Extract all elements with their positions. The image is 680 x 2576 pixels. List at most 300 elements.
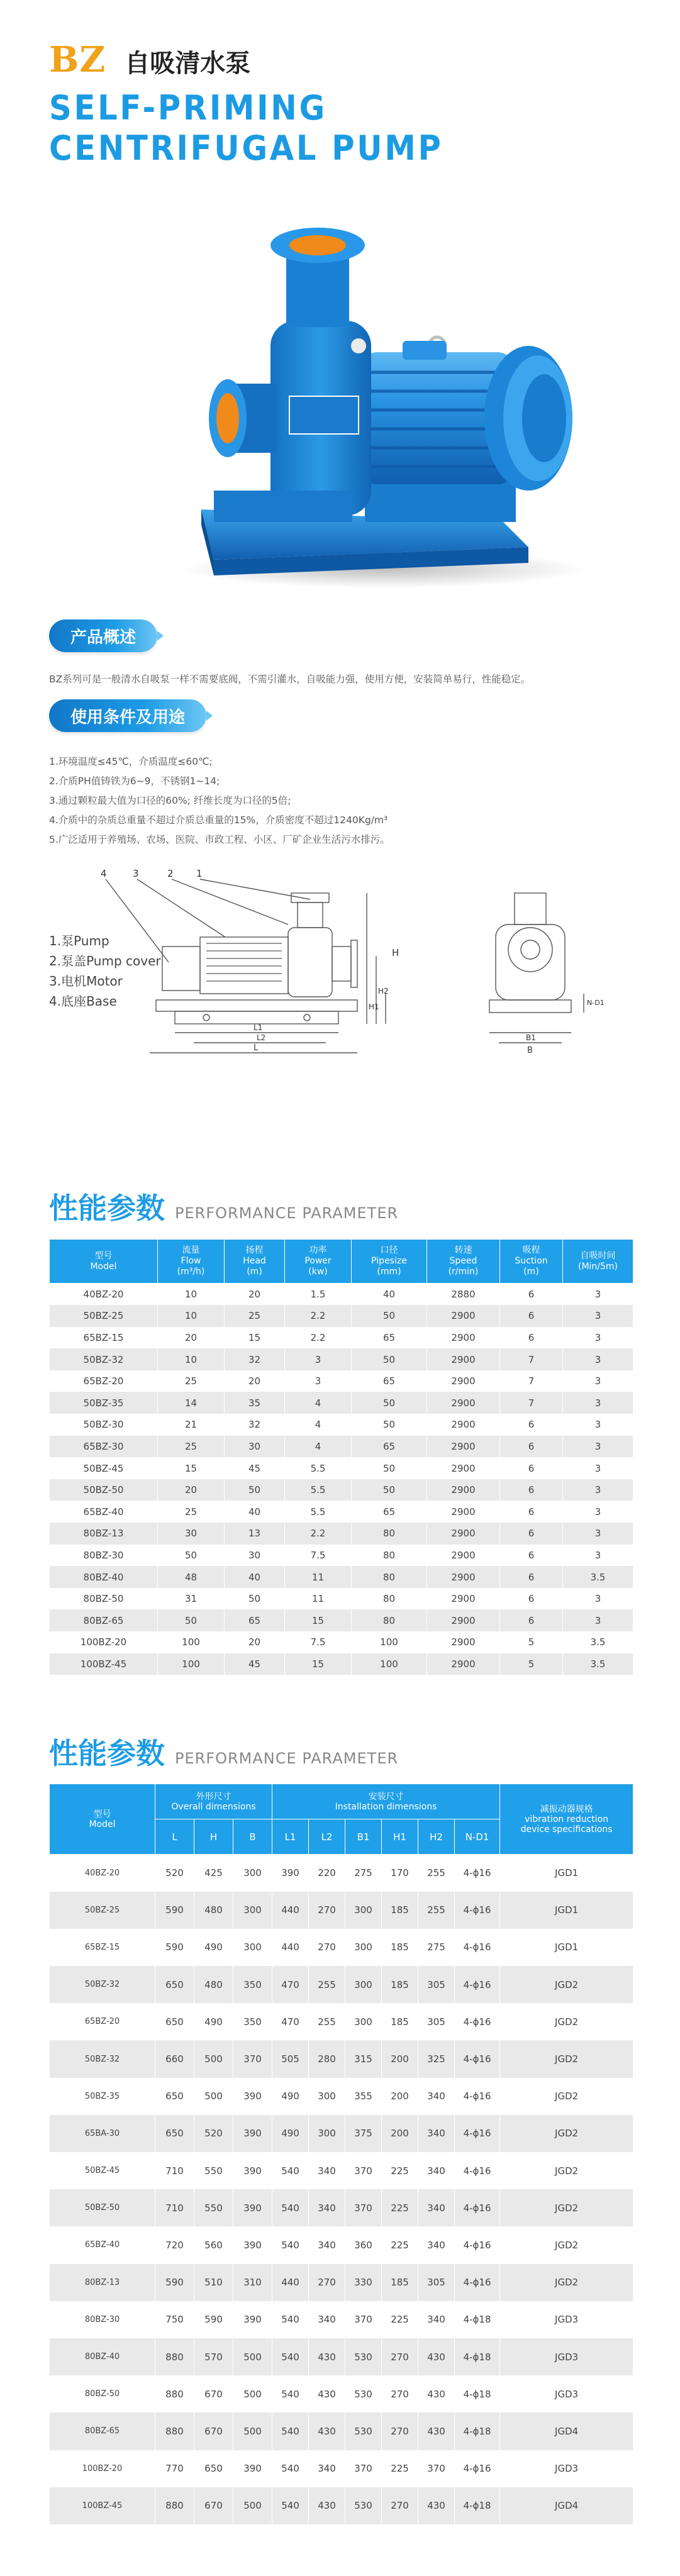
- table-cell: 2900: [427, 1457, 500, 1479]
- table-cell: 340: [309, 2301, 345, 2338]
- table-cell: 48: [158, 1566, 225, 1588]
- table-row: [50, 1566, 633, 1588]
- table-cell: 3: [563, 1370, 633, 1392]
- dim-label: N-D1: [587, 999, 605, 1007]
- table-cell: JGD2: [500, 2152, 633, 2189]
- table-cell: 45: [225, 1457, 285, 1479]
- dim-label: H: [392, 947, 399, 958]
- table-cell: 500: [233, 2375, 272, 2412]
- table-cell: 350: [233, 2003, 272, 2040]
- table-cell: 6: [500, 1609, 563, 1631]
- table-cell: 650: [194, 2450, 233, 2487]
- table-cell: 5: [500, 1653, 563, 1675]
- table-cell: 510: [194, 2264, 233, 2301]
- series-line: [49, 39, 615, 80]
- table-cell: 30: [225, 1545, 285, 1567]
- table-cell: 4-ϕ16: [455, 2152, 500, 2189]
- table-cell: 80BZ-65: [50, 2412, 155, 2450]
- table-cell: 2900: [427, 1566, 500, 1588]
- table-cell: 490: [272, 2078, 309, 2115]
- callout-label: 1: [196, 868, 203, 879]
- table-row: [50, 1436, 633, 1458]
- table-header-cell: 转速 Speed (r/min): [427, 1240, 500, 1284]
- table-cell: 4-ϕ16: [455, 2078, 500, 2115]
- table-cell: 20: [225, 1370, 285, 1392]
- table-cell: 50BZ-32: [50, 1348, 158, 1370]
- table-cell: 770: [155, 2450, 194, 2487]
- table-cell: 3: [563, 1436, 633, 1458]
- table-cell: 13: [225, 1523, 285, 1545]
- table-cell: 65BZ-30: [50, 1436, 158, 1458]
- table-cell: 390: [233, 2115, 272, 2152]
- table-row: [50, 1523, 633, 1545]
- table-cell: 32: [225, 1414, 285, 1436]
- table-cell: 6: [500, 1327, 563, 1349]
- conditions-pill: [49, 699, 206, 732]
- dim-label: H1: [369, 1002, 379, 1011]
- table-cell: 50: [352, 1348, 427, 1370]
- table-header-cell: N-D1: [455, 1819, 500, 1855]
- table-row: [50, 1966, 633, 2003]
- table-cell: JGD3: [500, 2301, 633, 2338]
- table-cell: 50BZ-35: [50, 1392, 158, 1414]
- table-cell: JGD4: [500, 2487, 633, 2524]
- table-cell: 650: [155, 1966, 194, 2003]
- table-cell: 4-ϕ18: [455, 2338, 500, 2375]
- table-row: [50, 1305, 633, 1327]
- table-cell: 270: [309, 2264, 345, 2301]
- table-cell: 225: [382, 2189, 418, 2226]
- table-cell: 255: [418, 1892, 455, 1929]
- table-row: [50, 1588, 633, 1610]
- table-cell: 490: [194, 2003, 233, 2040]
- dim-label: L: [254, 1043, 259, 1053]
- table-cell: 370: [345, 2450, 382, 2487]
- perf-title-en: PERFORMANCE PARAMETER: [175, 1750, 399, 1767]
- table-cell: JGD2: [500, 2115, 633, 2152]
- overview-pill: [49, 619, 157, 652]
- table-cell: 200: [382, 2040, 418, 2077]
- table-cell: JGD3: [500, 2375, 633, 2412]
- dim-label: H2: [378, 987, 389, 996]
- table-cell: JGD2: [500, 2003, 633, 2040]
- legend-item: 2.泵盖Pump cover: [49, 953, 161, 969]
- table-cell: 340: [309, 2189, 345, 2226]
- table-cell: 270: [382, 2487, 418, 2524]
- table-cell: 6: [500, 1523, 563, 1545]
- table-cell: 880: [155, 2412, 194, 2450]
- table-cell: 200: [382, 2115, 418, 2152]
- table-cell: 2900: [427, 1501, 500, 1523]
- table-cell: 480: [194, 1892, 233, 1929]
- table-row: [50, 2487, 633, 2524]
- table-cell: 45: [225, 1653, 285, 1675]
- table-cell: 340: [418, 2078, 455, 2115]
- table-cell: 80BZ-13: [50, 1523, 158, 1545]
- table-cell: 4-ϕ16: [455, 2264, 500, 2301]
- table-cell: 340: [418, 2189, 455, 2226]
- table-cell: 540: [272, 2450, 309, 2487]
- table-cell: 3: [563, 1305, 633, 1327]
- table-cell: 530: [345, 2412, 382, 2450]
- table-header-cell: 型号 Model: [50, 1240, 158, 1284]
- table-cell: 25: [158, 1501, 225, 1523]
- callout-label: 3: [133, 868, 139, 879]
- table-cell: 500: [233, 2487, 272, 2524]
- table-cell: 270: [382, 2412, 418, 2450]
- table-cell: 500: [233, 2338, 272, 2375]
- table-cell: 65: [352, 1370, 427, 1392]
- table-header-cell: 吸程 Suction (m): [500, 1240, 563, 1284]
- table-cell: 80BZ-50: [50, 2375, 155, 2412]
- table-cell: 7: [500, 1348, 563, 1370]
- table-cell: 4-ϕ16: [455, 2450, 500, 2487]
- table-cell: 40BZ-20: [50, 1855, 155, 1892]
- table-cell: 4-ϕ16: [455, 2189, 500, 2226]
- table-cell: 540: [272, 2152, 309, 2189]
- table-cell: 300: [345, 2003, 382, 2040]
- table-cell: 490: [272, 2115, 309, 2152]
- table-cell: 65BZ-20: [50, 2003, 155, 2040]
- table-cell: 20: [225, 1631, 285, 1653]
- table-cell: JGD2: [500, 2078, 633, 2115]
- table-row: [50, 1348, 633, 1370]
- table-cell: 40: [352, 1284, 427, 1306]
- table-cell: 370: [345, 2301, 382, 2338]
- table-cell: 20: [158, 1479, 225, 1501]
- table-cell: 2900: [427, 1414, 500, 1436]
- table-cell: 550: [194, 2189, 233, 2226]
- table-header-cell: 安装尺寸 Installation dimensions: [272, 1784, 500, 1819]
- table-cell: 6: [500, 1588, 563, 1610]
- table-cell: 670: [194, 2412, 233, 2450]
- table-header-cell: 功率 Power (kw): [285, 1240, 352, 1284]
- table-cell: 300: [345, 1892, 382, 1929]
- table-cell: 270: [382, 2338, 418, 2375]
- table-header-cell: L2: [309, 1819, 345, 1855]
- table-cell: JGD2: [500, 2189, 633, 2226]
- table-cell: 4-ϕ16: [455, 1929, 500, 1966]
- perf-title-1: [49, 1185, 398, 1227]
- table-row: [50, 1929, 633, 1966]
- condition-item: 3.通过颗粒最大值为口径的60%; 纤维长度为口径的5倍;: [49, 795, 291, 806]
- table-cell: 11: [285, 1588, 352, 1610]
- table-cell: 520: [194, 2115, 233, 2152]
- table-cell: 6: [500, 1436, 563, 1458]
- table-cell: 340: [309, 2152, 345, 2189]
- table-row: [50, 2003, 633, 2040]
- table-cell: 225: [382, 2301, 418, 2338]
- condition-item: 1.环境温度≤45℃，介质温度≤60℃;: [49, 756, 213, 767]
- series-code: BZ: [49, 39, 106, 80]
- table-cell: 10: [158, 1348, 225, 1370]
- table-cell: 31: [158, 1588, 225, 1610]
- table-header-cell: H1: [382, 1819, 418, 1855]
- table-cell: 30: [158, 1523, 225, 1545]
- title-en-line1: SELF-PRIMING: [49, 88, 327, 128]
- table-cell: 100: [352, 1631, 427, 1653]
- table-cell: 25: [225, 1305, 285, 1327]
- table-row: [50, 1457, 633, 1479]
- table-cell: 20: [158, 1327, 225, 1349]
- table-cell: 65BZ-40: [50, 2226, 155, 2263]
- table-cell: 80BZ-40: [50, 1566, 158, 1588]
- table-header-cell: 流量 Flow (m³/h): [158, 1240, 225, 1284]
- table-cell: 670: [194, 2375, 233, 2412]
- table-cell: 2.2: [285, 1305, 352, 1327]
- table-cell: 6: [500, 1457, 563, 1479]
- table-cell: 540: [272, 2412, 309, 2450]
- table-cell: 185: [382, 2264, 418, 2301]
- table-cell: 15: [285, 1653, 352, 1675]
- table-cell: 65: [352, 1501, 427, 1523]
- table-cell: 4-ϕ18: [455, 2412, 500, 2450]
- table-cell: 500: [194, 2078, 233, 2115]
- table-cell: 3.5: [563, 1631, 633, 1653]
- table-cell: 340: [418, 2301, 455, 2338]
- table-cell: 540: [272, 2226, 309, 2263]
- table-cell: 710: [155, 2189, 194, 2226]
- table-cell: 2900: [427, 1370, 500, 1392]
- table-cell: 520: [155, 1855, 194, 1892]
- table-row: [50, 2338, 633, 2375]
- table-header-cell: L1: [272, 1819, 309, 1855]
- table-cell: 305: [418, 2003, 455, 2040]
- table-cell: 35: [225, 1392, 285, 1414]
- table-cell: 390: [233, 2152, 272, 2189]
- perf-title-cn: 性能参数: [49, 1191, 165, 1225]
- dim-label: L2: [257, 1033, 266, 1042]
- table-cell: 590: [155, 2264, 194, 2301]
- table-cell: 310: [233, 2264, 272, 2301]
- table-cell: 500: [194, 2040, 233, 2077]
- pump-drawing: [49, 868, 653, 1063]
- table-cell: 2900: [427, 1653, 500, 1675]
- table-cell: 11: [285, 1566, 352, 1588]
- table-cell: 80: [352, 1566, 427, 1588]
- table-cell: 350: [233, 1966, 272, 2003]
- table-cell: 305: [418, 2264, 455, 2301]
- table-cell: 590: [155, 1929, 194, 1966]
- table-cell: 300: [233, 1892, 272, 1929]
- table-cell: 470: [272, 1966, 309, 2003]
- table-cell: 650: [155, 2078, 194, 2115]
- table-cell: 50: [158, 1609, 225, 1631]
- table-cell: 340: [309, 2226, 345, 2263]
- table-cell: 170: [382, 1855, 418, 1892]
- table-header-row: [50, 1240, 633, 1284]
- table-cell: 670: [194, 2487, 233, 2524]
- table-cell: 50BZ-50: [50, 2189, 155, 2226]
- table-cell: 2900: [427, 1588, 500, 1610]
- table-cell: 375: [345, 2115, 382, 2152]
- table-cell: JGD3: [500, 2338, 633, 2375]
- table-cell: 4-ϕ16: [455, 2226, 500, 2263]
- table-cell: 340: [309, 2450, 345, 2487]
- table-cell: 430: [418, 2338, 455, 2375]
- table-cell: 200: [382, 2078, 418, 2115]
- table-cell: 50: [225, 1479, 285, 1501]
- table-cell: 270: [309, 1892, 345, 1929]
- table-cell: 50BZ-45: [50, 2152, 155, 2189]
- table-cell: 21: [158, 1414, 225, 1436]
- table-cell: 65: [352, 1436, 427, 1458]
- table-cell: 3: [563, 1523, 633, 1545]
- table-cell: 3.5: [563, 1566, 633, 1588]
- table-cell: 275: [345, 1855, 382, 1892]
- table-cell: 530: [345, 2375, 382, 2412]
- table-cell: 390: [272, 1855, 309, 1892]
- table-row: [50, 1653, 633, 1675]
- table-cell: 100: [352, 1653, 427, 1675]
- table-cell: 3: [563, 1479, 633, 1501]
- table-cell: 720: [155, 2226, 194, 2263]
- condition-item: 2.介质PH值铸铁为6~9，不锈钢1~14;: [49, 775, 220, 787]
- table-cell: 6: [500, 1501, 563, 1523]
- table-cell: 3: [285, 1348, 352, 1370]
- table-row: [50, 1609, 633, 1631]
- table-cell: JGD3: [500, 2450, 633, 2487]
- table-cell: 540: [272, 2487, 309, 2524]
- table-cell: 80BZ-30: [50, 2301, 155, 2338]
- table-cell: 300: [309, 2115, 345, 2152]
- performance-table: [49, 1239, 633, 1675]
- table-cell: 50: [352, 1392, 427, 1414]
- table-cell: 6: [500, 1566, 563, 1588]
- table-cell: 1.5: [285, 1284, 352, 1306]
- table-cell: 370: [418, 2450, 455, 2487]
- table-cell: 100BZ-45: [50, 1653, 158, 1675]
- table-row: [50, 1414, 633, 1436]
- table-cell: 4-ϕ18: [455, 2487, 500, 2524]
- table-cell: 50BZ-30: [50, 1414, 158, 1436]
- table-cell: 2900: [427, 1631, 500, 1653]
- table-cell: 5: [500, 1631, 563, 1653]
- table-row: [50, 1501, 633, 1523]
- table-row: [50, 1631, 633, 1653]
- table-cell: 6: [500, 1479, 563, 1501]
- table-cell: 40: [225, 1501, 285, 1523]
- table-row: [50, 1855, 633, 1892]
- table-cell: 425: [194, 1855, 233, 1892]
- table-cell: 430: [309, 2487, 345, 2524]
- table-cell: 370: [233, 2040, 272, 2077]
- legend-item: 4.底座Base: [49, 994, 117, 1009]
- table-cell: 185: [382, 1892, 418, 1929]
- table-cell: 530: [345, 2487, 382, 2524]
- table-cell: 710: [155, 2152, 194, 2189]
- table-cell: 80: [352, 1545, 427, 1567]
- table-cell: 65BZ-15: [50, 1929, 155, 1966]
- table-cell: 440: [272, 2264, 309, 2301]
- table-cell: 80: [352, 1609, 427, 1631]
- header: [49, 39, 615, 169]
- dim-label: B: [527, 1046, 533, 1055]
- table-cell: 225: [382, 2152, 418, 2189]
- table-cell: 2900: [427, 1545, 500, 1567]
- table-cell: 225: [382, 2226, 418, 2263]
- table-row: [50, 2412, 633, 2450]
- table-row: [50, 1327, 633, 1349]
- table-cell: 255: [309, 1966, 345, 2003]
- table-cell: 3: [563, 1501, 633, 1523]
- table-cell: 50BZ-25: [50, 1305, 158, 1327]
- table-cell: 490: [194, 1929, 233, 1966]
- table-cell: 430: [418, 2487, 455, 2524]
- table-cell: 440: [272, 1892, 309, 1929]
- table-cell: 540: [272, 2338, 309, 2375]
- table-cell: 4-ϕ16: [455, 2003, 500, 2040]
- table-cell: 4-ϕ16: [455, 2040, 500, 2077]
- table-header-cell: L: [155, 1819, 194, 1855]
- table-cell: JGD2: [500, 2264, 633, 2301]
- table-cell: 880: [155, 2487, 194, 2524]
- table-cell: 3: [285, 1370, 352, 1392]
- table-cell: 3: [563, 1545, 633, 1567]
- table-cell: 50: [352, 1414, 427, 1436]
- table-cell: 50: [225, 1588, 285, 1610]
- table-cell: 50: [352, 1305, 427, 1327]
- table-cell: 340: [418, 2115, 455, 2152]
- table-cell: 2900: [427, 1392, 500, 1414]
- dim-label: L1: [254, 1023, 263, 1032]
- table-row: [50, 2450, 633, 2487]
- table-cell: 300: [345, 1929, 382, 1966]
- table-cell: 100: [158, 1631, 225, 1653]
- table-cell: 325: [418, 2040, 455, 2077]
- table-cell: 25: [158, 1370, 225, 1392]
- table-cell: 540: [272, 2189, 309, 2226]
- table-cell: 5.5: [285, 1479, 352, 1501]
- callout-label: 4: [101, 868, 107, 879]
- table-cell: 3.5: [563, 1653, 633, 1675]
- table-cell: 430: [418, 2375, 455, 2412]
- table-cell: 3: [563, 1588, 633, 1610]
- table-cell: 50: [352, 1479, 427, 1501]
- table-cell: 4: [285, 1392, 352, 1414]
- table-cell: JGD2: [500, 2040, 633, 2077]
- table-cell: 4: [285, 1414, 352, 1436]
- table-cell: 80: [352, 1523, 427, 1545]
- table-cell: 50BZ-32: [50, 2040, 155, 2077]
- table-cell: JGD2: [500, 1966, 633, 2003]
- table-cell: 3: [563, 1457, 633, 1479]
- table-cell: 540: [272, 2301, 309, 2338]
- table-cell: 650: [155, 2003, 194, 2040]
- table-cell: 50: [158, 1545, 225, 1567]
- pump-product-image: [176, 208, 591, 604]
- table-header-cell: 扬程 Head (m): [225, 1240, 285, 1284]
- table-cell: 550: [194, 2152, 233, 2189]
- table-cell: 390: [233, 2226, 272, 2263]
- table-cell: JGD1: [500, 1929, 633, 1966]
- table-header-cell: H: [194, 1819, 233, 1855]
- table-cell: 25: [158, 1436, 225, 1458]
- table-header-row: [50, 1784, 633, 1819]
- table-cell: 2900: [427, 1479, 500, 1501]
- table-cell: 2900: [427, 1436, 500, 1458]
- table-cell: 440: [272, 1929, 309, 1966]
- table-header-cell: B: [233, 1819, 272, 1855]
- table-cell: 2.2: [285, 1327, 352, 1349]
- table-cell: 300: [233, 1929, 272, 1966]
- conditions-pill-label: 使用条件及用途: [70, 708, 186, 727]
- table-cell: 100BZ-45: [50, 2487, 155, 2524]
- overview-text: BZ系列可是一般清水自吸泵一样不需要底阀，不需引灌水，自吸能力强，使用方便，安装简单易行，性能稳定。: [49, 674, 531, 685]
- table-cell: 300: [345, 1966, 382, 2003]
- table-header-cell: 口径 Pipesize (mm): [352, 1240, 427, 1284]
- table-cell: 505: [272, 2040, 309, 2077]
